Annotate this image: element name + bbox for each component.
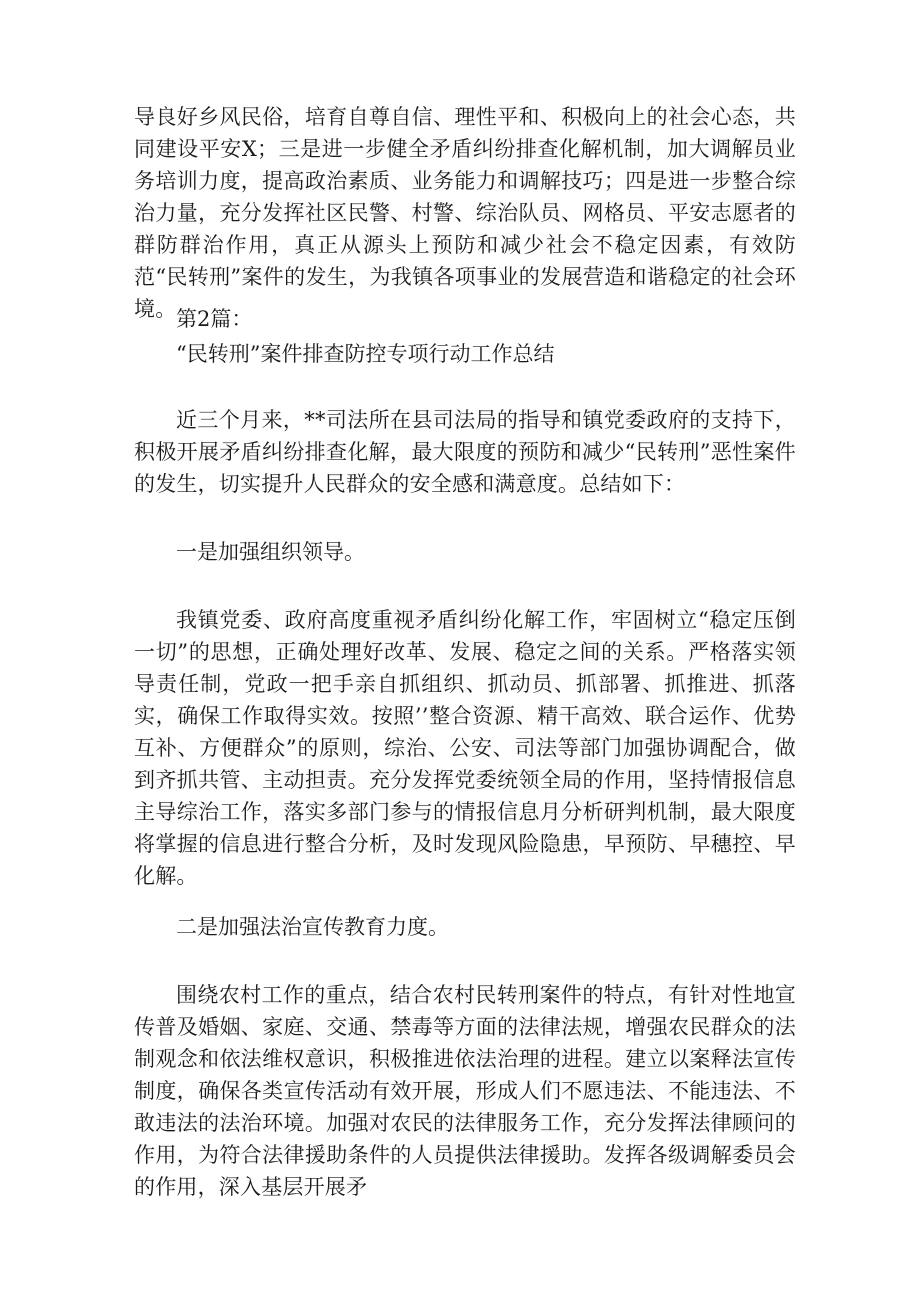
point2-heading: 二是加强法治宣传教育力度。 [176,915,449,939]
intro-paragraph: 近三个月来，**司法所在县司法局的指导和镇党委政府的支持下，积极开展矛盾纠纷排查化解，最大限度的预防和减少“民转刑”恶性案件的发生，切实提升人民群众的安全感和满意度。总结如下： [134,408,796,496]
point1-paragraph: 我镇党委、政府高度重视矛盾纠纷化解工作，牢固树立“稳定压倒一切”的思想，正确处理好改革、发展、稳定之间的关系。严格落实领导责任制，党政一把手亲自抓组织、抓动员、抓部署、抓推进、抓落实，确保工作取得实效。按照’’整合资源、精干高效、联合运作、优势互补、方便群众”的原则，综治、公安、司法等部门加强协调配合，做到齐抓共管、主动担责。充分发挥党委统领全局的作用，坚持情报信息主导综治工作，落实多部门参与的情报信息月分析研判机制，最大限度将掌握的信息进行整合分析，及时发现风险隐患，早预防、早穗控、早化解。 [134,608,796,888]
section-label: 第2篇： [176,307,253,331]
section-title: “民转刑”案件排查防控专项行动工作总结 [176,342,555,366]
point1-heading: 一是加强组织领导。 [176,540,365,564]
continuation-paragraph: 导良好乡风民俗，培育自尊自信、理性平和、积极向上的社会心态，共同建设平安X；三是进一步健全矛盾纠纷排查化解机制，加大调解员业务培训力度，提高政治素质、业务能力和调解技巧；四是进一步整合综治力量，充分发挥社区民警、村警、综治队员、网格员、平安志愿者的群防群治作用，真正从源头上预防和减少社会不稳定因素，有效防范“民转刑”案件的发生，为我镇各项事业的发展营造和谐稳定的社会环境。 [134,105,796,321]
point2-paragraph: 围绕农村工作的重点，结合农村民转刑案件的特点，有针对性地宣传普及婚姻、家庭、交通、禁毒等方面的法律法规，增强农民群众的法制观念和依法维权意识，积极推进依法治理的进程。建立以案释法宣传制度，确保各类宣传活动有效开展，形成人们不愿违法、不能违法、不敢违法的法治环境。加强对农民的法律服务工作，充分发挥法律顾问的作用，为符合法律援助条件的人员提供法律援助。发挥各级调解委员会的作用，深入基层开展矛 [134,983,796,1199]
